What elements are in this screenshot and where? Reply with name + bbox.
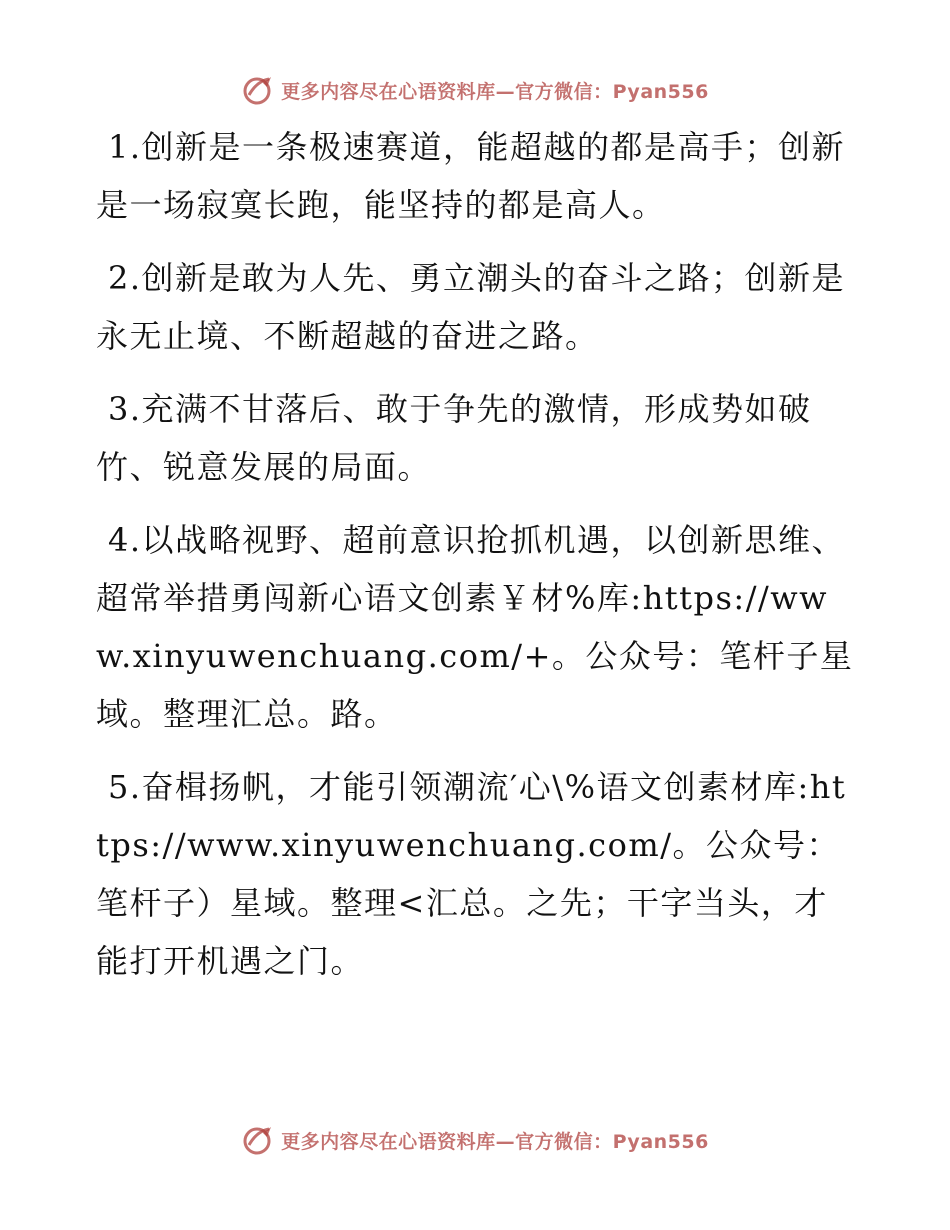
ink-pen-swirl-icon [241, 73, 275, 107]
paragraph-1: 1.创新是一条极速赛道，能超越的都是高手；创新是一场寂寞长跑，能坚持的都是高人。 [96, 128, 846, 224]
paragraph-4: 4.以战略视野、超前意识抢抓机遇，以创新思维、超常举措勇闯新心语文创素￥材%库:https://www.xinyuwenchuang.com/+。公众号：笔杆子星域。整理汇总。路。 [96, 521, 854, 733]
paragraph-3: 3.充满不甘落后、敢于争先的激情，形成势如破竹、锐意发展的局面。 [96, 390, 812, 486]
paragraph-2: 2.创新是敢为人先、勇立潮头的奋斗之路；创新是永无止境、不断超越的奋进之路。 [96, 259, 846, 355]
paragraph-5: 5.奋楫扬帆，才能引领潮流′心\%语文创素材库:https://www.xinyuwenchuang.com/。公众号：笔杆子）星域。整理<汇总。之先；干字当头，才能打开机遇之门。 [96, 768, 847, 980]
document-body [96, 118, 856, 1005]
footer-text: 更多内容尽在心语资料库—官方微信：Pyan556 [281, 1130, 709, 1153]
footer-watermark [0, 1120, 950, 1160]
header-text: 更多内容尽在心语资料库—官方微信：Pyan556 [281, 80, 709, 103]
ink-pen-swirl-icon [241, 1123, 275, 1157]
header-watermark [0, 70, 950, 110]
